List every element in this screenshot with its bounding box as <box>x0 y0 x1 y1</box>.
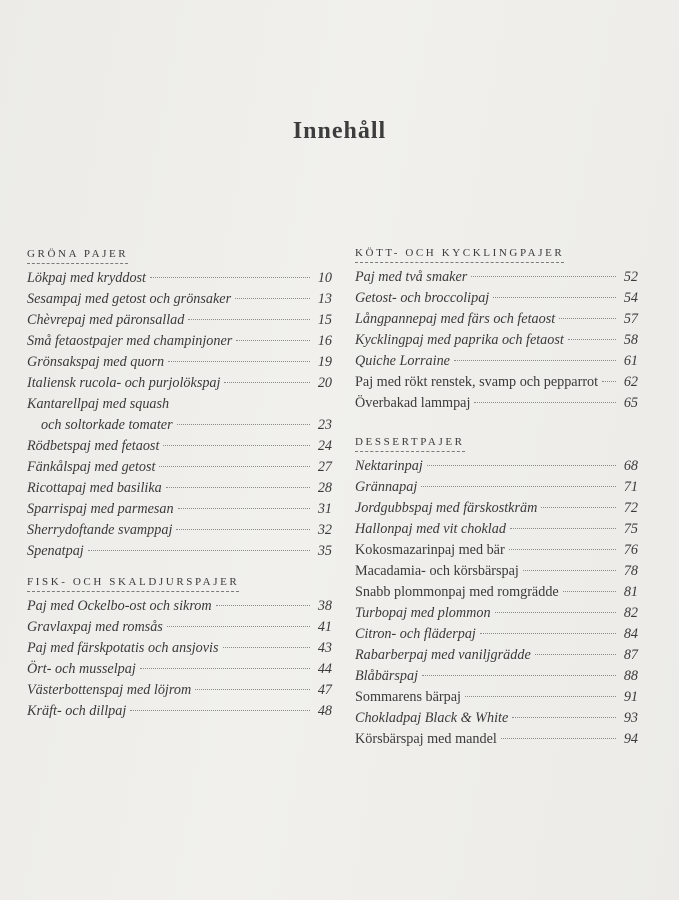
toc-entry: Macadamia- och körsbärspaj 78 <box>355 563 638 579</box>
toc-entry: Chokladpaj Black & White 93 <box>355 710 638 726</box>
toc-entry: Quiche Lorraine 61 <box>355 353 638 369</box>
toc-entry: Kokosmazarinpaj med bär 76 <box>355 542 638 558</box>
toc-entry: Paj med två smaker 52 <box>355 269 638 285</box>
toc-entry: Gravlaxpaj med romsås 41 <box>27 619 332 635</box>
toc-entry: Kycklingpaj med paprika och fetaost 58 <box>355 332 638 348</box>
toc-entry: Getost- och broccolipaj 54 <box>355 290 638 306</box>
toc-entry: Jordgubbspaj med färskostkräm 72 <box>355 500 638 516</box>
toc-entry: Sesampaj med getost och grönsaker 13 <box>27 291 332 307</box>
toc-entry: Turbopaj med plommon 82 <box>355 605 638 621</box>
toc-entry: Spenatpaj 35 <box>27 543 332 559</box>
toc-entry: Rödbetspaj med fetaost 24 <box>27 438 332 454</box>
toc-entry: Västerbottenspaj med löjrom 47 <box>27 682 332 698</box>
page-title: Innehåll <box>292 118 387 144</box>
section-heading: FISK- OCH SKALDJURSPAJER <box>27 576 239 592</box>
toc-entry: Lökpaj med kryddost 10 <box>27 270 332 286</box>
section-heading: DESSERTPAJER <box>355 436 465 452</box>
toc-entry: Grännapaj 71 <box>355 479 638 495</box>
toc-entry: Ört- och musselpaj 44 <box>27 661 332 677</box>
toc-entry: Sherrydoftande svamppaj 32 <box>27 522 332 538</box>
toc-entry: Långpannepaj med färs och fetaost 57 <box>355 311 638 327</box>
toc-entry: Blåbärspaj 88 <box>355 668 638 684</box>
toc-entry: Paj med färskpotatis och ansjovis 43 <box>27 640 332 656</box>
toc-entry: Överbakad lammpaj 65 <box>355 395 638 411</box>
toc-entry: Citron- och fläderpaj 84 <box>355 626 638 642</box>
toc-entry: Snabb plommonpaj med romgrädde 81 <box>355 584 638 600</box>
toc-left-column <box>27 244 332 732</box>
toc-entry: Paj med rökt renstek, svamp och pepparrot 62 <box>355 374 638 390</box>
toc-entry: Sommarens bärpaj 91 <box>355 689 638 705</box>
toc-entry: Sparrispaj med parmesan 31 <box>27 501 332 517</box>
toc-entry: Kräft- och dillpaj 48 <box>27 703 332 719</box>
toc-right-column <box>355 243 638 760</box>
toc-entry: Ricottapaj med basilika 28 <box>27 480 332 496</box>
toc-entry: och soltorkade tomater 23 <box>41 417 332 433</box>
toc-section-meat <box>355 243 638 414</box>
toc-entry-line1: Kantarellpaj med squash <box>27 396 170 412</box>
toc-section-fish <box>27 572 332 722</box>
toc-entry: Rabarberpaj med vaniljgrädde 87 <box>355 647 638 663</box>
toc-entry: Italiensk rucola- och purjolökspaj 20 <box>27 375 332 391</box>
toc-entry: Chèvrepaj med päronsallad 15 <box>27 312 332 328</box>
toc-section-green <box>27 244 332 562</box>
toc-entry: Små fetaostpajer med champinjoner 16 <box>27 333 332 349</box>
toc-entry: Fänkålspaj med getost 27 <box>27 459 332 475</box>
toc-entry: Körsbärspaj med mandel 94 <box>355 731 638 747</box>
toc-section-dessert <box>355 432 638 750</box>
toc-entry: Grönsakspaj med quorn 19 <box>27 354 332 370</box>
toc-entry: Hallonpaj med vit choklad 75 <box>355 521 638 537</box>
section-heading: KÖTT- OCH KYCKLINGPAJER <box>355 247 564 263</box>
toc-entry: Paj med Ockelbo-ost och sikrom 38 <box>27 598 332 614</box>
toc-entry: Nektarinpaj 68 <box>355 458 638 474</box>
section-heading: GRÖNA PAJER <box>27 248 128 264</box>
